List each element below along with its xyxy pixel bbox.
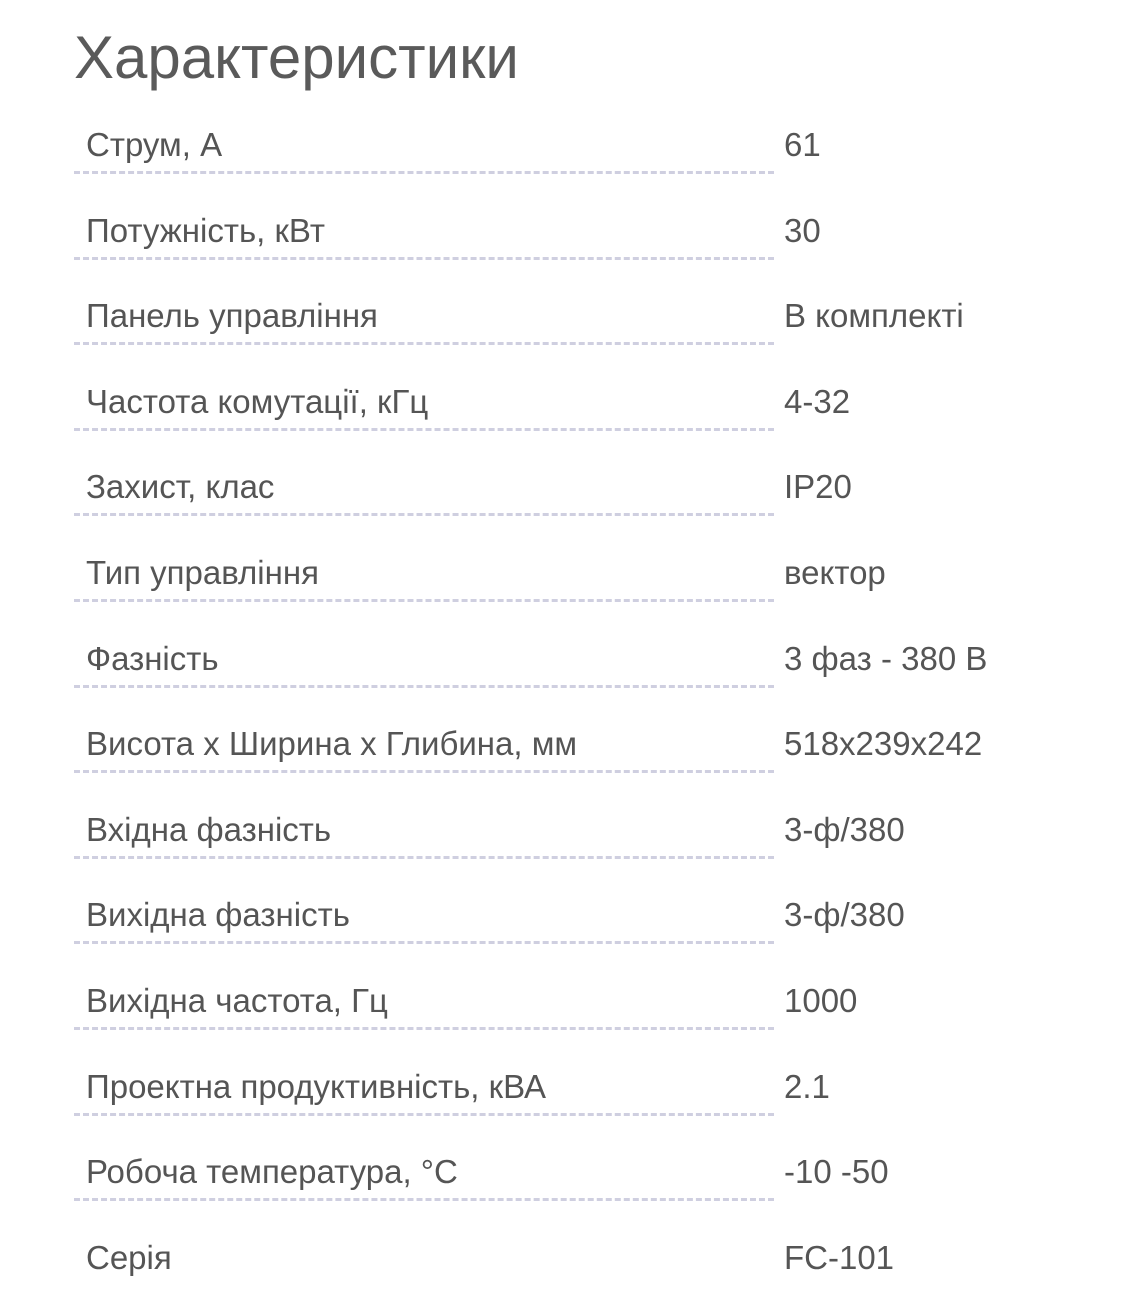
spec-value: 3-ф/380 — [784, 810, 905, 848]
spec-row-current — [0, 103, 1129, 189]
row-divider — [74, 856, 774, 859]
row-divider — [74, 1198, 774, 1201]
spec-row-control-panel — [0, 274, 1129, 360]
spec-label: Захист, клас — [86, 468, 275, 506]
spec-row-output-phases — [0, 873, 1129, 959]
specs-table — [0, 103, 1129, 1301]
row-divider — [74, 428, 774, 431]
row-divider — [74, 342, 774, 345]
spec-row-operating-temperature — [0, 1130, 1129, 1216]
spec-value: IP20 — [784, 468, 852, 506]
row-divider — [74, 513, 774, 516]
spec-label: Панель управління — [86, 297, 378, 335]
spec-row-dimensions — [0, 702, 1129, 788]
row-divider — [74, 941, 774, 944]
spec-value: 2.1 — [784, 1067, 830, 1105]
page-title: Характеристики — [74, 24, 519, 91]
spec-value: 3 фаз - 380 В — [784, 639, 988, 677]
spec-label: Струм, А — [86, 126, 223, 163]
row-divider — [74, 257, 774, 260]
spec-label: Вихідна фазність — [86, 896, 350, 934]
spec-row-power — [0, 189, 1129, 275]
spec-label: Вхідна фазність — [86, 810, 332, 848]
row-divider — [74, 770, 774, 773]
spec-label: Серія — [86, 1238, 172, 1276]
spec-value: 3-ф/380 — [784, 896, 905, 934]
spec-row-control-type — [0, 531, 1129, 617]
spec-row-input-phases — [0, 788, 1129, 874]
spec-label: Фазність — [86, 639, 219, 677]
row-divider — [74, 1027, 774, 1030]
spec-label: Висота х Ширина х Глибина, мм — [86, 725, 578, 763]
spec-row-phases — [0, 617, 1129, 703]
spec-row-protection-class — [0, 445, 1129, 531]
spec-label: Потужність, кВт — [86, 211, 325, 249]
spec-row-series — [0, 1216, 1129, 1301]
spec-row-switching-frequency — [0, 360, 1129, 446]
spec-value: 518x239x242 — [784, 725, 983, 763]
spec-label: Вихідна частота, Гц — [86, 981, 388, 1019]
spec-value: FC-101 — [784, 1238, 895, 1276]
spec-label: Тип управління — [86, 553, 319, 591]
spec-row-design-capacity — [0, 1045, 1129, 1131]
spec-row-output-frequency — [0, 959, 1129, 1045]
spec-value: 61 — [784, 126, 821, 163]
spec-label: Робоча температура, °С — [86, 1153, 458, 1191]
spec-value: 4-32 — [784, 382, 851, 420]
spec-value: 1000 — [784, 981, 858, 1019]
spec-label: Проектна продуктивність, кВА — [86, 1067, 547, 1105]
spec-value: вектор — [784, 553, 886, 591]
spec-value: -10 -50 — [784, 1153, 889, 1191]
spec-label: Частота комутації, кГц — [86, 382, 429, 420]
row-divider — [74, 171, 774, 174]
row-divider — [74, 599, 774, 602]
spec-value: 30 — [784, 211, 821, 249]
row-divider — [74, 1113, 774, 1116]
spec-value: В комплекті — [784, 297, 964, 335]
row-divider — [74, 685, 774, 688]
